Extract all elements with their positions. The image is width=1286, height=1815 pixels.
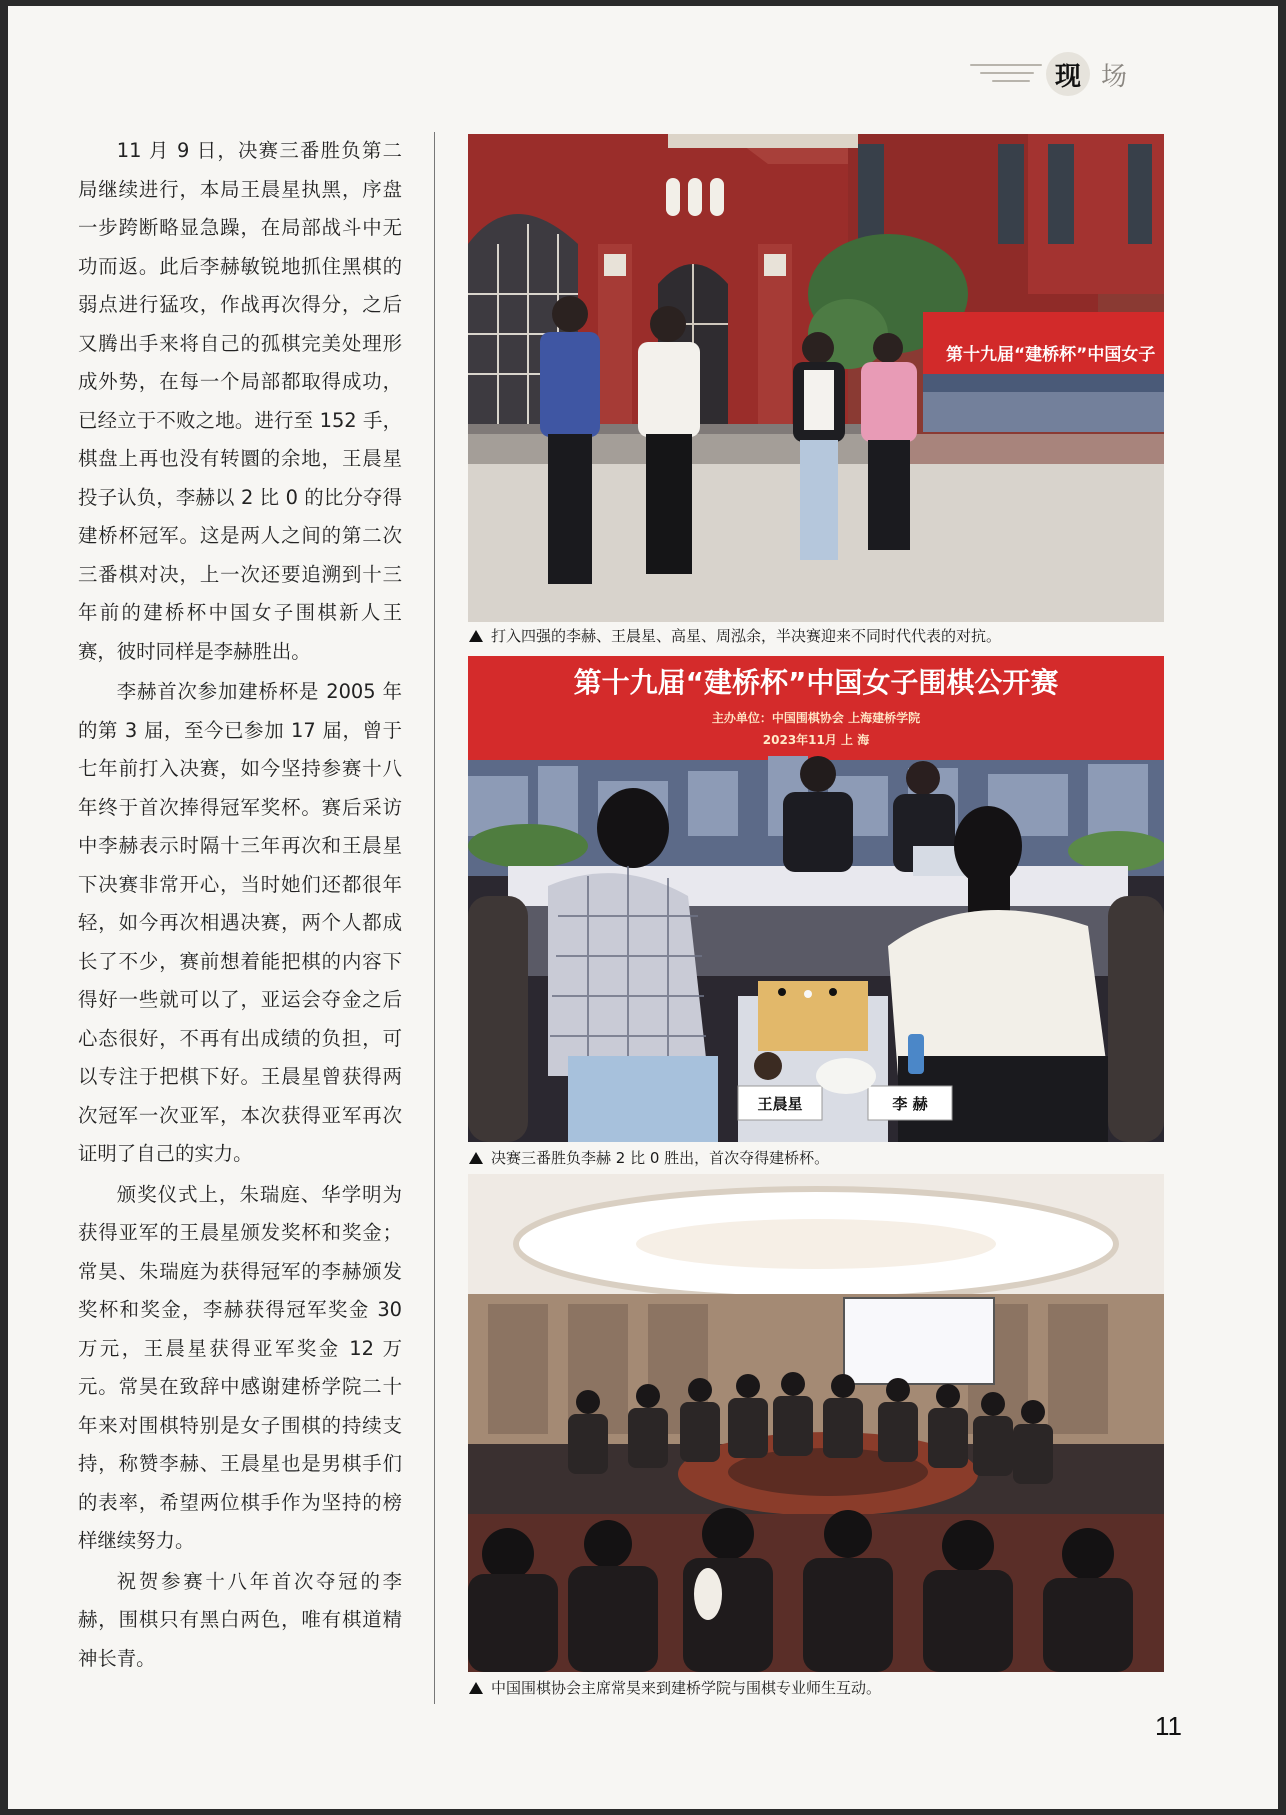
fig1-caption bbox=[469, 626, 1001, 646]
section-char-1: 现 bbox=[1046, 52, 1090, 96]
decorative-lines-icon bbox=[970, 64, 1042, 90]
article-paragraph: 祝贺参赛十八年首次夺冠的李赫，围棋只有黑白两色，唯有棋道精神长青。 bbox=[78, 1569, 402, 1670]
photo-meeting-room bbox=[468, 1174, 1164, 1672]
section-header bbox=[970, 52, 1170, 98]
article-paragraph: 11 月 9 日，决赛三番胜负第二局继续进行，本局王晨星执黑，序盘一步跨断略显急躁，在局部战斗中无功而返。此后李赫敏锐地抓住黑棋的弱点进行猛攻，作战再次得分，之后又腾出手来将自己的孤棋完美处理形成外势，在每一个局部都取得成功，已经立于不败之地。进行至 152 手，棋盘上再也没有转圜的余地，王晨星投子认负，李赫以 2 比 0 的比分夺得建桥杯冠军。这是两人之间的第二次三番棋对决，上一次还要追溯到十三年前的建桥杯中国女子围棋新人王赛，彼时同样是李赫胜出。 bbox=[78, 139, 402, 663]
nameplate-left: 王晨星 bbox=[757, 1095, 803, 1113]
fig1-caption-text: 打入四强的李赫、王晨星、高星、周泓余，半决赛迎来不同时代代表的对抗。 bbox=[491, 627, 1002, 645]
triangle-icon bbox=[469, 1152, 483, 1164]
person-3 bbox=[793, 332, 845, 560]
column-divider bbox=[434, 132, 435, 1704]
article-body bbox=[78, 132, 402, 1680]
fig2-banner-sub: 主办单位：中国围棋协会 上海建桥学院 bbox=[711, 711, 921, 725]
fig3-caption-text: 中国围棋协会主席常昊来到建桥学院与围棋专业师生互动。 bbox=[491, 1679, 882, 1697]
triangle-icon bbox=[469, 1682, 483, 1694]
person-2 bbox=[638, 306, 700, 574]
photo-final-match bbox=[468, 656, 1164, 1142]
fig2-caption bbox=[469, 1148, 829, 1168]
person-4 bbox=[861, 333, 917, 550]
nameplate-right: 李 赫 bbox=[892, 1095, 928, 1113]
photo-semifinalists bbox=[468, 134, 1164, 622]
fig2-banner-date: 2023年11月 上 海 bbox=[762, 733, 870, 747]
triangle-icon bbox=[469, 630, 483, 642]
magazine-page bbox=[8, 6, 1278, 1809]
article-paragraph: 李赫首次参加建桥杯是 2005 年的第 3 届，至今已参加 17 届，曾于七年前打入决赛，如今坚持参赛十八年终于首次捧得冠军奖杯。赛后采访中李赫表示时隔十三年再次和王晨星下决赛非常开心，当时她们还都很年轻，如今再次相遇决赛，两个人都成长了不少，赛前想着能把棋的内容下得好一些就可以了，亚运会夺金之后心态很好，不再有出成绩的负担，可以专注于把棋下好。王晨星曾获得两次冠军一次亚军，本次获得亚军再次证明了自己的实力。 bbox=[78, 680, 402, 1165]
page-number: 11 bbox=[1155, 1711, 1182, 1741]
section-char-2: 场 bbox=[1100, 61, 1127, 92]
fig1-banner-title: 第十九届“建桥杯”中国女子 bbox=[946, 345, 1156, 365]
article-paragraph: 颁奖仪式上，朱瑞庭、华学明为获得亚军的王晨星颁发奖杯和奖金；常昊、朱瑞庭为获得冠军的李赫颁发奖杯和奖金，李赫获得冠军奖金 30 万元，王晨星获得亚军奖金 12 万元。常昊在致辞中感谢建桥学院二十年来对围棋特别是女子围棋的持续支持，称赞李赫、王晨星也是男棋手们的表率，希望两位棋手作为坚持的榜样继续努力。 bbox=[78, 1182, 402, 1552]
fig3-caption bbox=[469, 1678, 881, 1698]
fig2-caption-text: 决赛三番胜负李赫 2 比 0 胜出，首次夺得建桥杯。 bbox=[491, 1149, 830, 1167]
fig2-banner-title: 第十九届“建桥杯”中国女子围棋公开赛 bbox=[573, 666, 1059, 699]
person-1 bbox=[540, 296, 600, 584]
